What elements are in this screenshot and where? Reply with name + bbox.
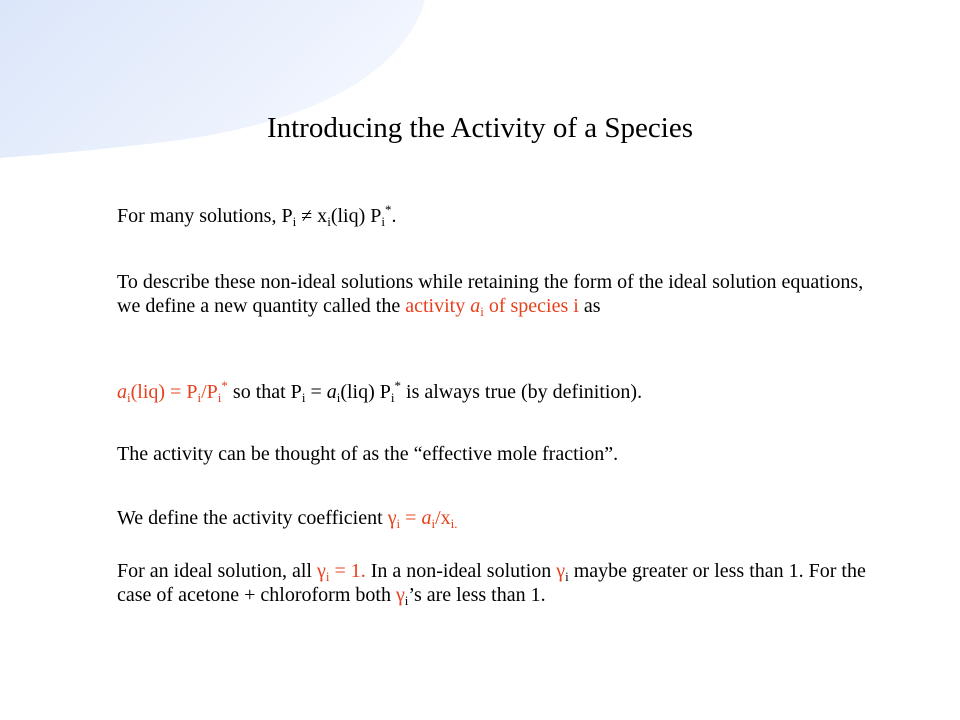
paragraph-ideal-vs-nonideal: For an ideal solution, all $\gamma_i = 1$. In a non-ideal solution $\gamma_i$ maybe greater or less than 1. For the case of acetone + chloroform both $\gamma_i’s$ are less than 1. [117, 560, 866, 608]
slide-title: Introducing the Activity of a Species [266, 112, 694, 144]
activity-term: activity $a_i$ of species i [405, 295, 579, 319]
paragraph-effective-mole-fraction: The activity can be thought of as the “effective mole fraction”. [117, 443, 619, 465]
paragraph-activity-definition: To describe these non-ideal solutions while retaining the form of the ideal solution equations, we define a new quantity called the activity $a_i$ of species i as [117, 271, 864, 319]
paragraph-inequality: For many solutions, $P_i \ne x_i(liq)$ $P_i^*$. [117, 202, 397, 229]
paragraph-activity-equation: $a_i(liq) = P_i/P_i^*$ so that $P_i = a_i(liq)$ $P_i^*$ is always true (by definition). [117, 378, 643, 405]
paragraph-activity-coefficient: We define the activity coefficient $\gamma_i = a_i/x_{i.}$ [117, 507, 458, 531]
